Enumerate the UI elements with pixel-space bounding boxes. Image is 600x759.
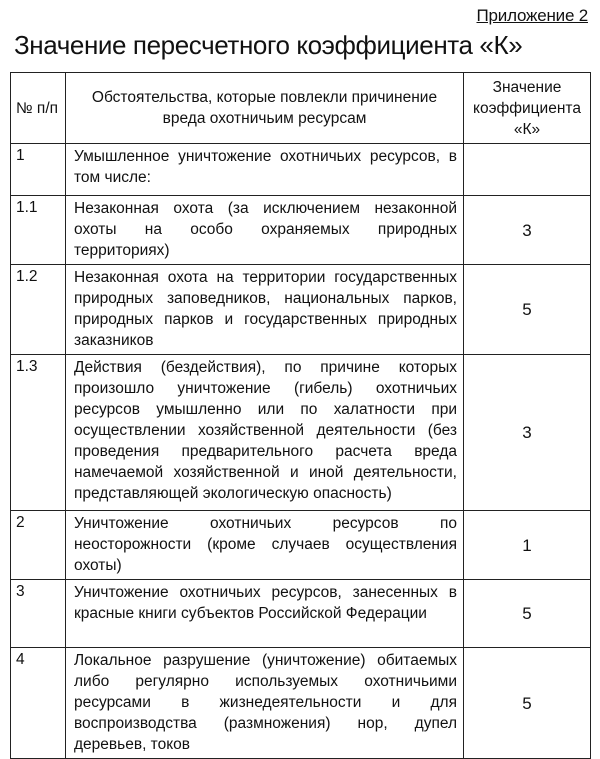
table-row [11, 355, 591, 511]
column-header-description: Обстоятельства, которые повлекли причинение вреда охотничьим ресурсам [66, 73, 464, 144]
column-header-value: Значение коэффициента «К» [464, 73, 591, 144]
row-value: 5 [464, 648, 591, 759]
row-number: 1.2 [11, 265, 66, 355]
row-description: Уничтожение охотничьих ресурсов, занесенных в красные книги субъектов Российской Федерации [66, 580, 464, 648]
column-header-number: № п/п [11, 73, 66, 144]
row-value [464, 144, 591, 196]
row-description: Незаконная охота на территории государственных природных заповедников, национальных парков, природных парков и государственных природных заказников [66, 265, 464, 355]
appendix-label: Приложение 2 [476, 6, 588, 25]
table-row [11, 265, 591, 355]
row-value: 1 [464, 511, 591, 580]
row-description: Действия (бездействия), по причине которых произошло уничтожение (гибель) охотничьих ресурсов умышленно или по халатности при осуществлении хозяйственной деятельности (без проведения предварительного расчета вреда намечаемой хозяйственной и иной деятельности, представляющей экологическую опасность) [66, 355, 464, 511]
coefficient-table [10, 72, 591, 759]
row-value: 5 [464, 580, 591, 648]
page-title: Значение пересчетного коэффициента «К» [14, 30, 523, 60]
row-value: 3 [464, 355, 591, 511]
row-number: 1.1 [11, 196, 66, 265]
row-description: Умышленное уничтожение охотничьих ресурсов, в том числе: [66, 144, 464, 196]
row-description: Уничтожение охотничьих ресурсов по неосторожности (кроме случаев осуществления охоты) [66, 511, 464, 580]
table-row [11, 580, 591, 648]
row-value: 3 [464, 196, 591, 265]
row-number: 4 [11, 648, 66, 759]
row-number: 1 [11, 144, 66, 196]
table-header [11, 73, 591, 144]
row-number: 3 [11, 580, 66, 648]
header-row [11, 73, 591, 144]
table-row [11, 511, 591, 580]
row-number: 2 [11, 511, 66, 580]
row-number: 1.3 [11, 355, 66, 511]
table-row [11, 196, 591, 265]
row-description: Незаконная охота (за исключением незаконной охоты на особо охраняемых природных территориях) [66, 196, 464, 265]
table-body [11, 144, 591, 759]
table-row [11, 648, 591, 759]
row-value: 5 [464, 265, 591, 355]
table-row [11, 144, 591, 196]
row-description: Локальное разрушение (уничтожение) обитаемых либо регулярно используемых охотничьими ресурсами в жизнедеятельности и для воспроизводства (размножения) нор, дупел деревьев, токов [66, 648, 464, 759]
